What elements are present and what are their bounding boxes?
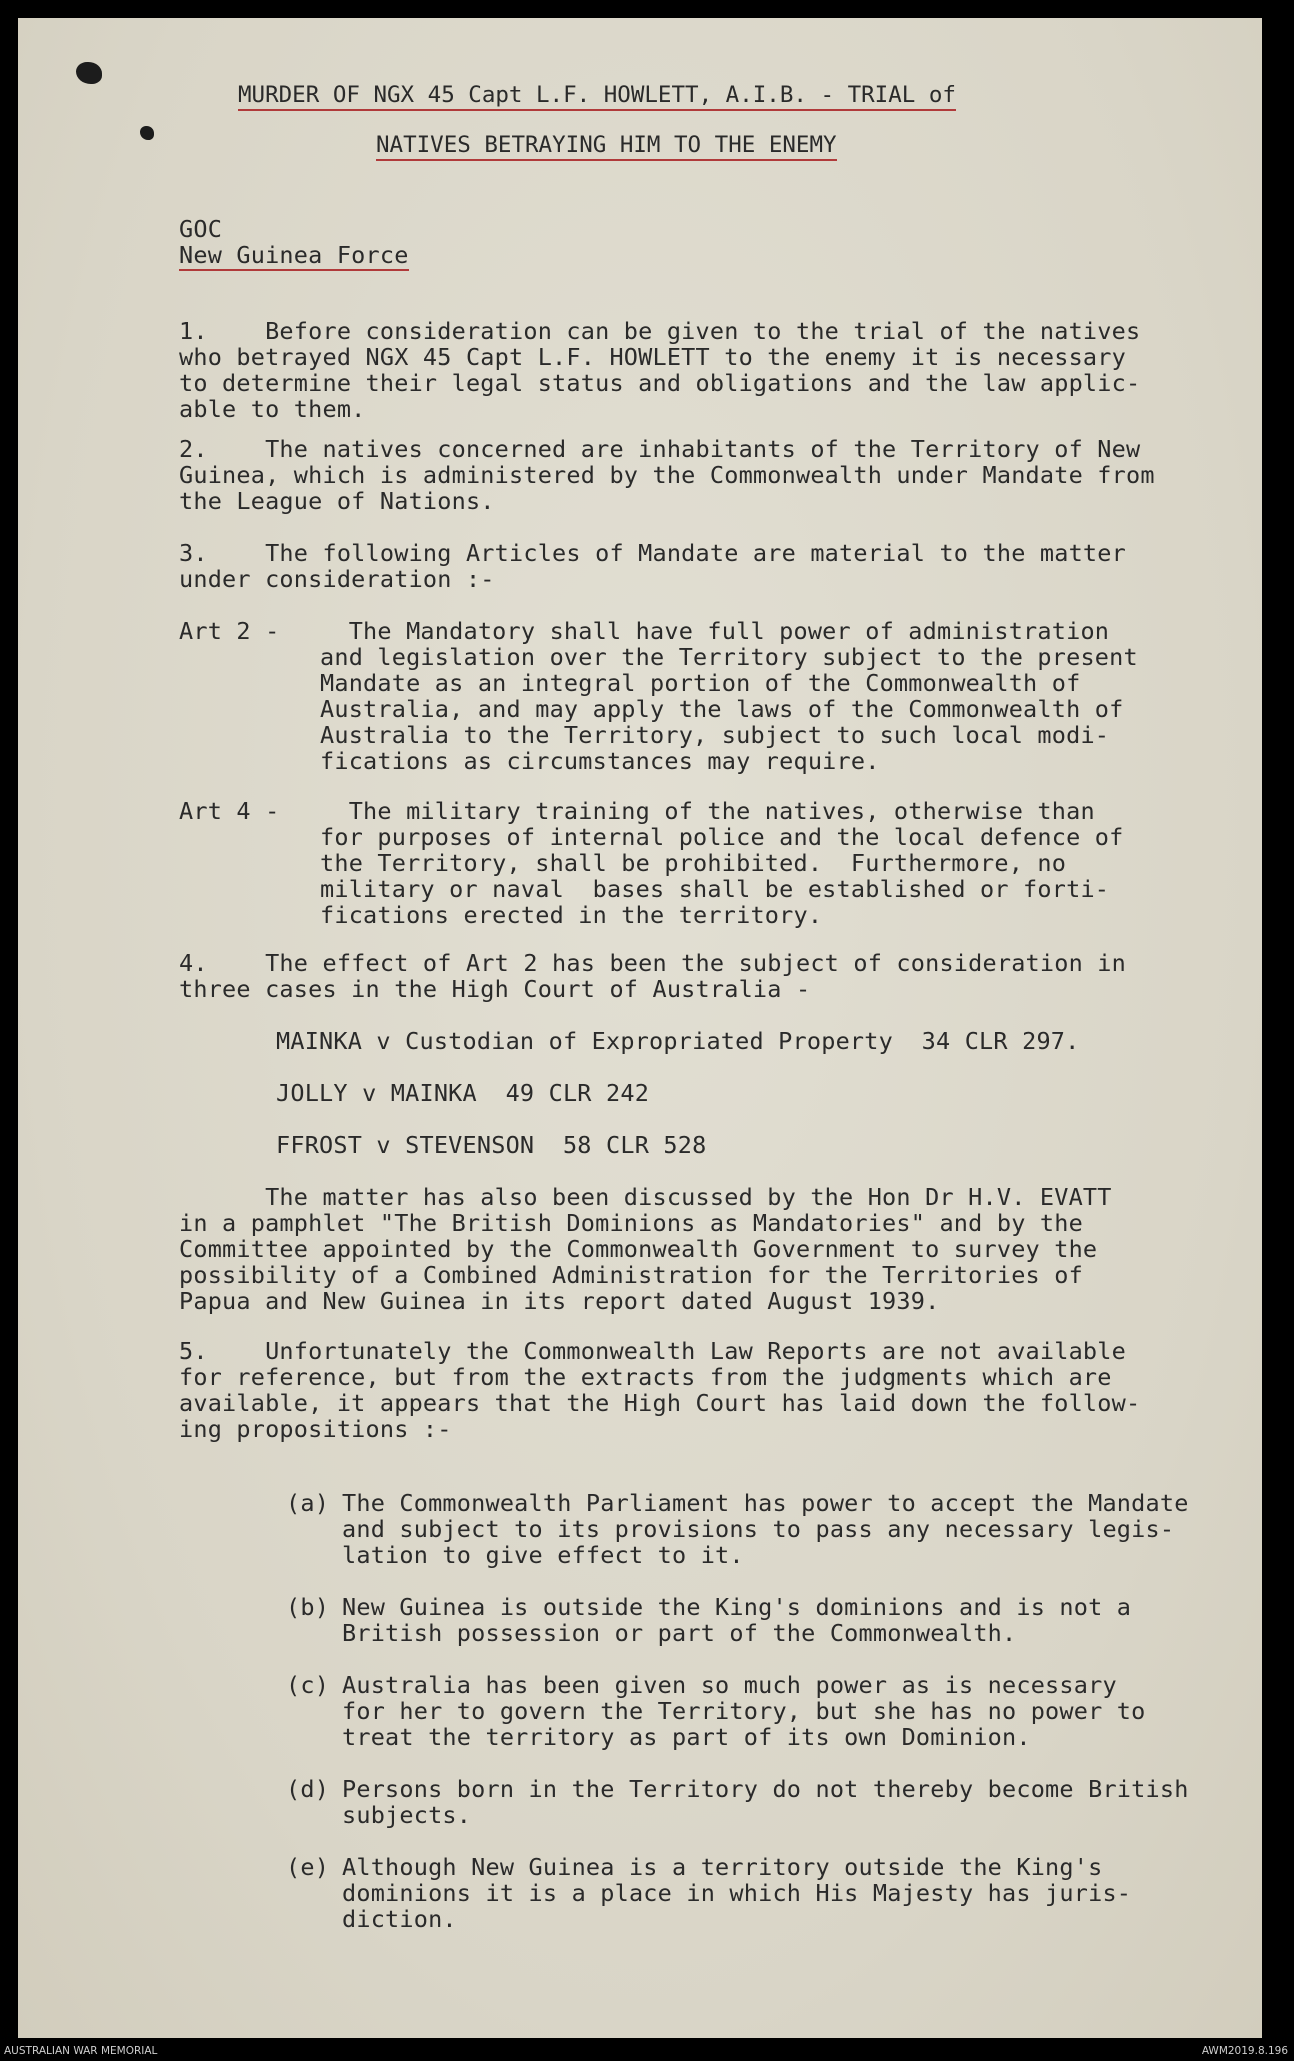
proposition-text [342,1854,1131,1932]
article-4-label: Art 4 - [179,797,280,825]
text-line: for purposes of internal police and the local defence of [320,823,1124,851]
paragraph-1 [179,318,1140,422]
text-line: Papua and New Guinea in its report dated August 1939. [179,1287,940,1315]
text-line: 3. The following Articles of Mandate are material to the matter [179,539,1126,567]
text-line: the Territory, shall be prohibited. Furthermore, no [320,849,1067,877]
text-line: in a pamphlet "The British Dominions as Mandatories" and by the [179,1209,1083,1237]
paragraph-4-continued [179,1184,1112,1314]
text-line: Persons born in the Territory do not thereby become British [342,1775,1189,1803]
text-line: and subject to its provisions to pass any necessary legis- [342,1515,1175,1543]
text-line: lation to give effect to it. [342,1541,744,1569]
article-2-label: Art 2 - [179,617,280,645]
footer-right: AWM2019.8.196 [1201,2045,1288,2057]
proposition-label: (e) [286,1853,330,1881]
proposition-label: (b) [286,1593,330,1621]
text-line: 4. The effect of Art 2 has been the subject of consideration in [179,949,1126,977]
proposition-text [342,1490,1189,1568]
title-line-1: MURDER OF NGX 45 Capt L.F. HOWLETT, A.I.B. - TRIAL of [238,82,956,111]
proposition-text [342,1594,1131,1646]
addressee-line-2: New Guinea Force [179,241,409,269]
text-line: Australia has been given so much power as is necessary [342,1671,1117,1699]
text-line: The matter has also been discussed by the Hon Dr H.V. EVATT [179,1183,1112,1211]
text-line: who betrayed NGX 45 Capt L.F. HOWLETT to the enemy it is necessary [179,343,1126,371]
text-line: treat the territory as part of its own Dominion. [342,1723,1031,1751]
text-line: Mandate as an integral portion of the Commonwealth of [320,669,1081,697]
proposition-text [342,1776,1189,1828]
text-line: available, it appears that the High Court has laid down the follow- [179,1389,1141,1417]
paragraph-2 [179,436,1155,514]
text-line: military or naval bases shall be established or forti- [320,875,1110,903]
text-line: diction. [342,1905,457,1933]
text-line: for her to govern the Territory, but she has no power to [342,1697,1146,1725]
text-line: New Guinea is outside the King's dominions and is not a [342,1593,1132,1621]
footer-left: AUSTRALIAN WAR MEMORIAL [4,2045,158,2057]
text-line: ing propositions :- [179,1415,452,1443]
proposition-label: (c) [286,1671,330,1699]
document-page [18,18,1262,2038]
case-3: FFROST v STEVENSON 58 CLR 528 [276,1131,707,1159]
article-2-text [320,618,1138,774]
proposition-label: (a) [286,1489,330,1517]
case-2: JOLLY v MAINKA 49 CLR 242 [276,1079,650,1107]
text-line: The Mandatory shall have full power of administration [320,617,1110,645]
paragraph-4 [179,950,1126,1002]
text-line: Although New Guinea is a territory outside the King's [342,1853,1103,1881]
proposition-label: (d) [286,1775,330,1803]
text-line: under consideration :- [179,565,495,593]
paragraph-5 [179,1338,1140,1442]
paragraph-3 [179,540,1126,592]
text-line: subjects. [342,1801,472,1829]
text-line: Australia to the Territory, subject to such local modi- [320,721,1110,749]
ink-blot [140,126,154,140]
text-line: fications erected in the territory. [320,901,823,929]
text-line: Guinea, which is administered by the Commonwealth under Mandate from [179,461,1155,489]
text-line: Australia, and may apply the laws of the Commonwealth of [320,695,1124,723]
text-line: for reference, but from the extracts from the judgments which are [179,1363,1112,1391]
ink-blot [76,62,102,84]
case-1: MAINKA v Custodian of Expropriated Property 34 CLR 297. [276,1027,1080,1055]
text-line: three cases in the High Court of Australia - [179,975,811,1003]
text-line: The military training of the natives, otherwise than [320,797,1095,825]
article-4-text [320,798,1124,928]
text-line: British possession or part of the Commonwealth. [342,1619,1017,1647]
text-line: to determine their legal status and obligations and the law applic- [179,369,1141,397]
text-line: able to them. [179,395,366,423]
text-line: dominions it is a place in which His Majesty has juris- [342,1879,1132,1907]
text-line: 5. Unfortunately the Commonwealth Law Reports are not available [179,1337,1126,1365]
text-line: and legislation over the Territory subject to the present [320,643,1138,671]
text-line: 2. The natives concerned are inhabitants of the Territory of New [179,435,1141,463]
text-line: fications as circumstances may require. [320,747,880,775]
text-line: 1. Before consideration can be given to the trial of the natives [179,317,1141,345]
proposition-text [342,1672,1146,1750]
title-line-2: NATIVES BETRAYING HIM TO THE ENEMY [376,132,837,161]
text-line: possibility of a Combined Administration for the Territories of [179,1261,1083,1289]
addressee-line-1: GOC [179,215,223,243]
text-line: The Commonwealth Parliament has power to accept the Mandate [342,1489,1189,1517]
text-line: Committee appointed by the Commonwealth Government to survey the [179,1235,1098,1263]
text-line: the League of Nations. [179,487,495,515]
